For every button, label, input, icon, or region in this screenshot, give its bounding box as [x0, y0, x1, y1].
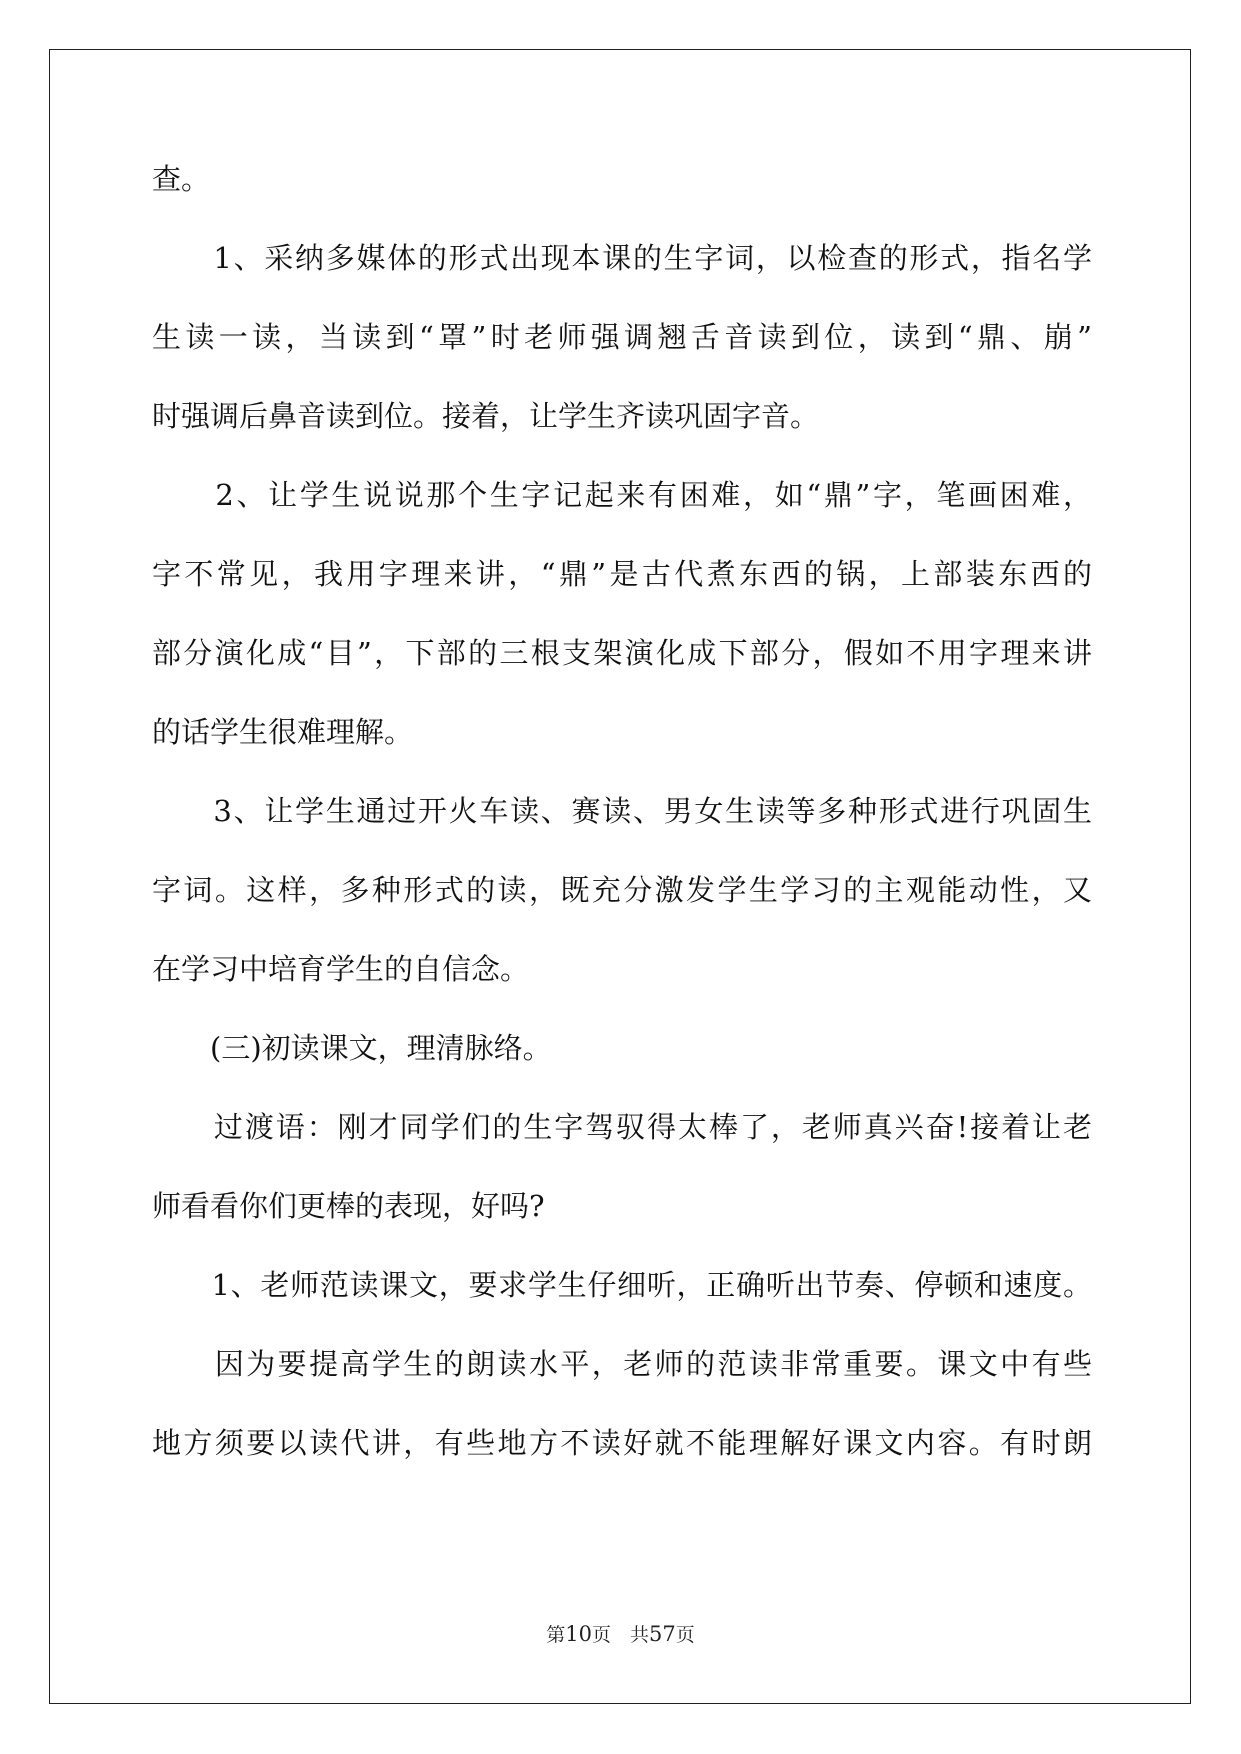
- footer-prefix: 第: [546, 1624, 566, 1646]
- text-line: 时强调后鼻音读到位。接着，让学生齐读巩固字音。: [152, 399, 820, 433]
- document-body: [152, 140, 1092, 1483]
- text-line: (三)初读课文，理清脉络。: [152, 1031, 552, 1065]
- footer-page-suffix: 页 共: [591, 1624, 649, 1646]
- text-line: 过渡语：刚才同学们的生字驾驭得太棒了，老师真兴奋!接着让老: [152, 1110, 1092, 1144]
- text-line: 的话学生很难理解。: [152, 715, 414, 749]
- page-footer: [0, 1620, 1241, 1647]
- text-line: 因为要提高学生的朗读水平，老师的范读非常重要。课文中有些: [152, 1347, 1092, 1381]
- text-line: 查。: [152, 162, 211, 196]
- page-number: 10: [565, 1622, 592, 1646]
- text-line: 在学习中培育学生的自信念。: [152, 952, 530, 986]
- text-line: 1、老师范读课文，要求学生仔细听，正确听出节奏、停顿和速度。: [152, 1268, 1092, 1302]
- footer-total-suffix: 页: [675, 1624, 695, 1646]
- text-line: 3、让学生通过开火车读、赛读、男女生读等多种形式进行巩固生: [152, 794, 1092, 828]
- total-pages: 57: [649, 1622, 676, 1646]
- text-line: 师看看你们更棒的表现，好吗?: [152, 1189, 545, 1223]
- text-line: 字词。这样，多种形式的读，既充分激发学生学习的主观能动性，又: [152, 873, 1092, 907]
- text-line: 地方须要以读代讲，有些地方不读好就不能理解好课文内容。有时朗: [152, 1426, 1092, 1460]
- text-line: 生读一读，当读到“罩”时老师强调翘舌音读到位，读到“鼎、崩”: [152, 320, 1092, 354]
- text-line: 部分演化成“目”，下部的三根支架演化成下部分，假如不用字理来讲: [152, 636, 1092, 670]
- text-line: 字不常见，我用字理来讲，“鼎”是古代煮东西的锅，上部装东西的: [152, 557, 1092, 591]
- text-line: 2、让学生说说那个生字记起来有困难，如“鼎”字，笔画困难，: [152, 478, 1092, 512]
- text-line: 1、采纳多媒体的形式出现本课的生字词，以检查的形式，指名学: [152, 241, 1092, 275]
